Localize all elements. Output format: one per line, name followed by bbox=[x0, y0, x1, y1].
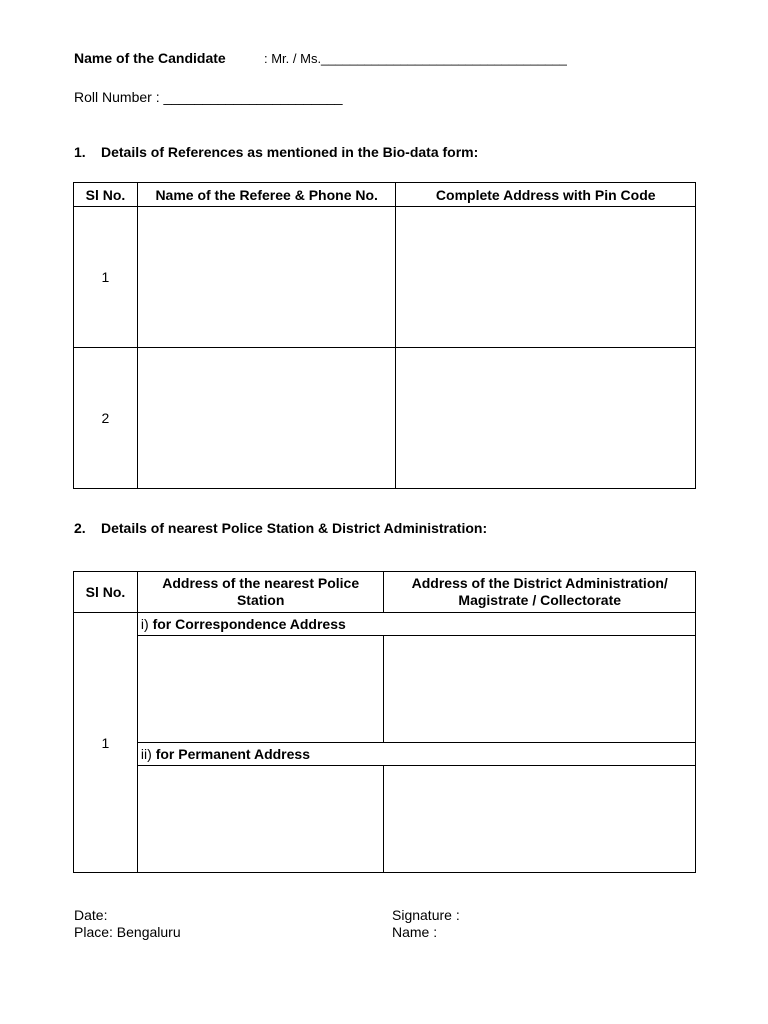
section1-heading bbox=[74, 144, 478, 160]
signature-label: Signature : bbox=[392, 907, 460, 923]
roll-number-blank: _______________________ bbox=[163, 89, 343, 105]
roll-number-label: Roll Number : bbox=[74, 89, 160, 105]
references-table bbox=[73, 182, 696, 489]
police-station-correspondence-cell[interactable] bbox=[137, 636, 384, 743]
section2-number: 2. bbox=[74, 520, 86, 536]
table-row bbox=[74, 766, 696, 873]
table-row bbox=[74, 348, 696, 489]
row-number: 1 bbox=[74, 613, 138, 873]
candidate-name-blank: : Mr. / Ms.__________________________________ bbox=[264, 51, 567, 66]
col-district-admin: Address of the District Administration/ Magistrate / Collectorate bbox=[384, 572, 696, 613]
footer-left bbox=[74, 907, 181, 941]
district-admin-correspondence-cell[interactable] bbox=[384, 636, 696, 743]
date-label: Date: bbox=[74, 907, 108, 923]
place-label: Place: Bengaluru bbox=[74, 924, 181, 940]
table-row bbox=[74, 207, 696, 348]
roll-number-line bbox=[74, 89, 343, 105]
col-complete-address: Complete Address with Pin Code bbox=[396, 183, 696, 207]
permanent-address-subheading: ii) for Permanent Address bbox=[137, 743, 695, 766]
section2-title: Details of nearest Police Station & District Administration: bbox=[101, 520, 488, 536]
correspondence-address-subheading: i) for Correspondence Address bbox=[137, 613, 695, 636]
row-number: 1 bbox=[74, 207, 138, 348]
district-admin-permanent-cell[interactable] bbox=[384, 766, 696, 873]
referee-name-cell[interactable] bbox=[137, 207, 396, 348]
footer-name-label: Name : bbox=[392, 924, 438, 940]
section1-number: 1. bbox=[74, 144, 86, 160]
candidate-name-label: Name of the Candidate bbox=[74, 50, 226, 66]
referee-name-cell[interactable] bbox=[137, 348, 396, 489]
section1-title: Details of References as mentioned in the Bio-data form: bbox=[101, 144, 479, 160]
section2-heading bbox=[74, 520, 487, 536]
referee-address-cell[interactable] bbox=[396, 348, 696, 489]
police-station-permanent-cell[interactable] bbox=[137, 766, 384, 873]
table-row bbox=[74, 636, 696, 743]
col-sl-no: Sl No. bbox=[74, 183, 138, 207]
col-referee-name: Name of the Referee & Phone No. bbox=[137, 183, 396, 207]
police-district-table bbox=[73, 571, 696, 873]
row-number: 2 bbox=[74, 348, 138, 489]
col-sl-no: Sl No. bbox=[74, 572, 138, 613]
footer-right bbox=[392, 907, 460, 941]
candidate-name-line bbox=[74, 50, 567, 66]
referee-address-cell[interactable] bbox=[396, 207, 696, 348]
col-police-station: Address of the nearest Police Station bbox=[137, 572, 384, 613]
